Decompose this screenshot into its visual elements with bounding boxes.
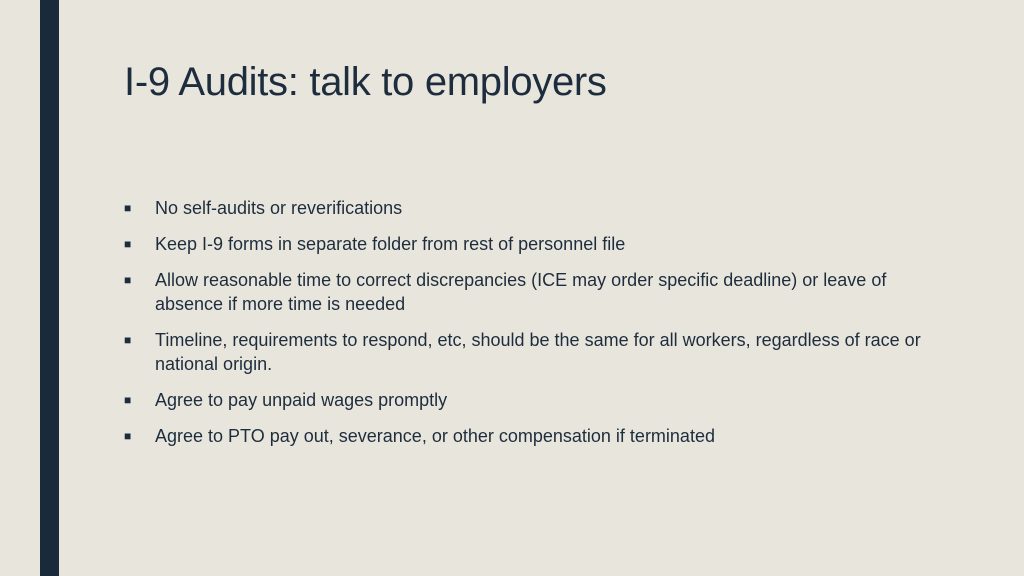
bullet-list [124,196,924,460]
list-item [124,328,924,376]
bullet-text: Keep I-9 forms in separate folder from rest of personnel file [155,234,626,254]
square-bullet-icon: ■ [124,393,132,407]
list-item [124,268,924,316]
square-bullet-icon: ■ [124,273,132,287]
accent-bar [40,0,59,576]
square-bullet-icon: ■ [124,429,132,443]
slide-title: I-9 Audits: talk to employers [124,60,607,104]
bullet-text: No self-audits or reverifications [155,198,403,218]
square-bullet-icon: ■ [124,237,132,251]
square-bullet-icon: ■ [124,333,132,347]
list-item [124,232,924,256]
list-item [124,388,924,412]
square-bullet-icon: ■ [124,201,132,215]
bullet-text: Agree to PTO pay out, severance, or other compensation if terminated [155,426,715,446]
list-item [124,424,924,448]
bullet-text: Agree to pay unpaid wages promptly [155,390,448,410]
bullet-text: Timeline, requirements to respond, etc, should be the same for all workers, regardless of race or national origin. [155,330,921,374]
list-item [124,196,924,220]
bullet-text: Allow reasonable time to correct discrepancies (ICE may order specific deadline) or leave of absence if more time is needed [155,270,887,314]
